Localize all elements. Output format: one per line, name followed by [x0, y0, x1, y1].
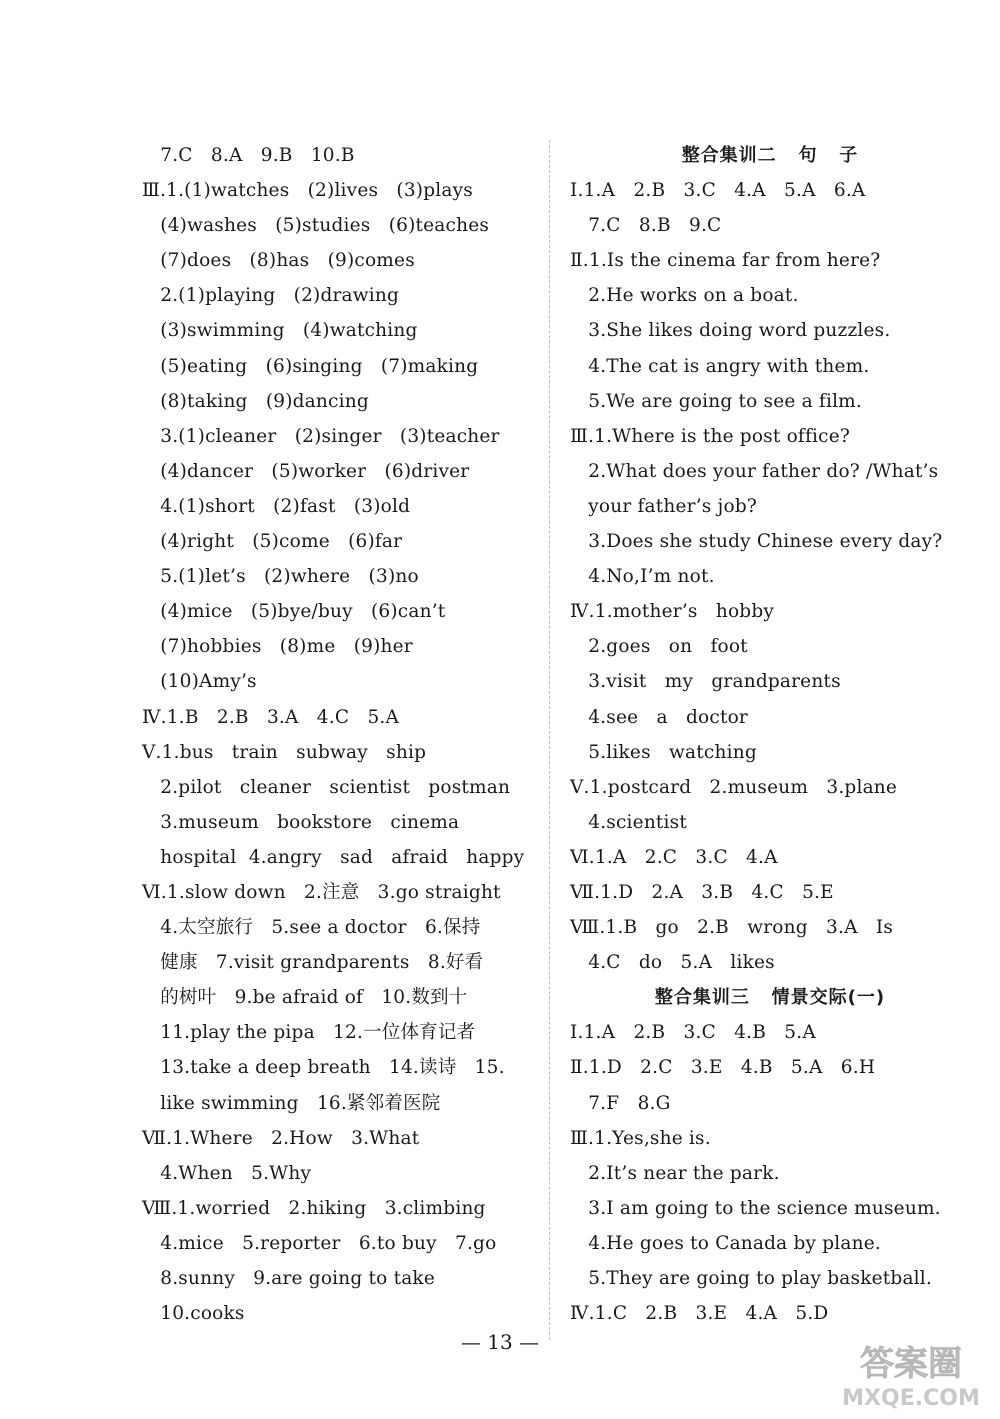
answer-line: 4.No,I’m not. [570, 566, 715, 588]
answer-line: Ⅱ.1.Is the cinema far from here? [570, 250, 881, 272]
answer-line: 10.cooks [142, 1303, 245, 1325]
answer-line: Ⅲ.1.Where is the post office? [570, 425, 850, 447]
left-answer-column [142, 138, 537, 1331]
answer-line: 4.He goes to Canada by plane. [570, 1232, 881, 1254]
answer-line: Ⅳ.1.C 2.B 3.E 4.A 5.D [570, 1303, 829, 1325]
answer-line: 5.They are going to play basketball. [570, 1268, 932, 1289]
answer-line: Ⅱ.1.D 2.C 3.E 4.B 5.A 6.H [570, 1057, 876, 1079]
answer-line: Ⅶ.1.Where 2.How 3.What [142, 1127, 420, 1149]
answer-line: (4)dancer (5)worker (6)driver [142, 460, 470, 482]
answer-line: 2.goes on foot [570, 636, 748, 658]
answer-line: Ⅳ.1.B 2.B 3.A 4.C 5.A [142, 706, 400, 728]
answer-line: 5.We are going to see a film. [570, 390, 863, 412]
answer-line: (7)does (8)has (9)comes [142, 250, 415, 272]
answer-line: Ⅴ.1.postcard 2.museum 3.plane [570, 776, 898, 798]
watermark-bottom-text: MXQE.COM [842, 1386, 980, 1411]
answer-line: 7.F 8.G [570, 1092, 671, 1114]
answer-line: (5)eating (6)singing (7)making [142, 355, 479, 377]
answer-line: Ⅳ.1.mother’s hobby [570, 601, 775, 623]
answer-line: Ⅶ.1.D 2.A 3.B 4.C 5.E [570, 881, 834, 903]
answer-line: 11.play the pipa 12.一位体育记者 [142, 1022, 476, 1044]
watermark-logo [836, 1335, 986, 1413]
page-number: — 13 — [460, 1330, 540, 1354]
answer-line: 2.(1)playing (2)drawing [142, 285, 400, 307]
answer-line: 2.It’s near the park. [570, 1162, 780, 1184]
right-answer-column [570, 138, 970, 1331]
answer-line: hospital 4.angry sad afraid happy [142, 846, 525, 868]
answer-line: 4.mice 5.reporter 6.to buy 7.go [142, 1232, 497, 1254]
answer-line: 4.The cat is angry with them. [570, 355, 870, 377]
answer-line: 3.Does she study Chinese every day? [570, 531, 943, 553]
answer-line: 2.pilot cleaner scientist postman [142, 776, 511, 798]
section-heading-sentences: 整合集训二 句 子 [681, 145, 859, 166]
answer-line: Ⅲ.1.(1)watches (2)lives (3)plays [142, 180, 473, 202]
answer-line: 7.C 8.B 9.C [570, 215, 722, 237]
answer-line: 8.sunny 9.are going to take [142, 1268, 435, 1289]
answer-line: (10)Amy’s [142, 671, 257, 693]
answer-line: (3)swimming (4)watching [142, 320, 418, 342]
answer-line: 2.What does your father do? /What’s [570, 460, 939, 482]
column-divider [549, 140, 550, 1340]
answer-line: (4)washes (5)studies (6)teaches [142, 215, 490, 237]
answer-line: 5.likes watching [570, 741, 757, 763]
answer-line: your father’s job? [570, 495, 757, 517]
answer-line: 健康 7.visit grandparents 8.好看 [142, 952, 484, 974]
answer-line: Ⅵ.1.slow down 2.注意 3.go straight [142, 881, 501, 903]
answer-line: 4.see a doctor [570, 706, 748, 728]
answer-line: Ⅵ.1.A 2.C 3.C 4.A [570, 846, 778, 868]
answer-line: like swimming 16.紧邻着医院 [142, 1092, 441, 1114]
answer-line: 4.C do 5.A likes [570, 952, 775, 974]
answer-line: Ⅷ.1.B go 2.B wrong 3.A Is [570, 917, 894, 939]
answer-line: 4.(1)short (2)fast (3)old [142, 495, 411, 517]
answer-line: 4.When 5.Why [142, 1162, 312, 1184]
answer-line: 3.She likes doing word puzzles. [570, 320, 891, 342]
answer-line: 4.scientist [570, 811, 688, 833]
answer-line: 3.(1)cleaner (2)singer (3)teacher [142, 425, 500, 447]
answer-line: Ⅷ.1.worried 2.hiking 3.climbing [142, 1197, 486, 1219]
answer-line: 3.I am going to the science museum. [570, 1197, 941, 1219]
answer-line: Ⅰ.1.A 2.B 3.C 4.A 5.A 6.A [570, 180, 866, 202]
section-heading-situational-dialogue: 整合集训三 情景交际(一) [654, 987, 886, 1009]
answer-line: (4)mice (5)bye/buy (6)can’t [142, 601, 446, 623]
answer-line: 3.museum bookstore cinema [142, 811, 460, 833]
answer-line: Ⅲ.1.Yes,she is. [570, 1127, 711, 1149]
answer-line: 2.He works on a boat. [570, 285, 799, 307]
answer-line: Ⅰ.1.A 2.B 3.C 4.B 5.A [570, 1022, 816, 1044]
answer-line: 4.太空旅行 5.see a doctor 6.保持 [142, 917, 481, 939]
answer-line: 13.take a deep breath 14.读诗 15. [142, 1057, 505, 1079]
answer-line: 7.C 8.A 9.B 10.B [142, 145, 355, 166]
answer-line: (7)hobbies (8)me (9)her [142, 636, 413, 658]
answer-line: (8)taking (9)dancing [142, 390, 369, 412]
watermark-top-text: 答案圈 [860, 1344, 962, 1384]
answer-line: 3.visit my grandparents [570, 671, 841, 693]
answer-line: 5.(1)let’s (2)where (3)no [142, 566, 419, 588]
answer-line: Ⅴ.1.bus train subway ship [142, 741, 427, 763]
answer-line: 的树叶 9.be afraid of 10.数到十 [142, 987, 468, 1009]
answer-line: (4)right (5)come (6)far [142, 531, 403, 553]
